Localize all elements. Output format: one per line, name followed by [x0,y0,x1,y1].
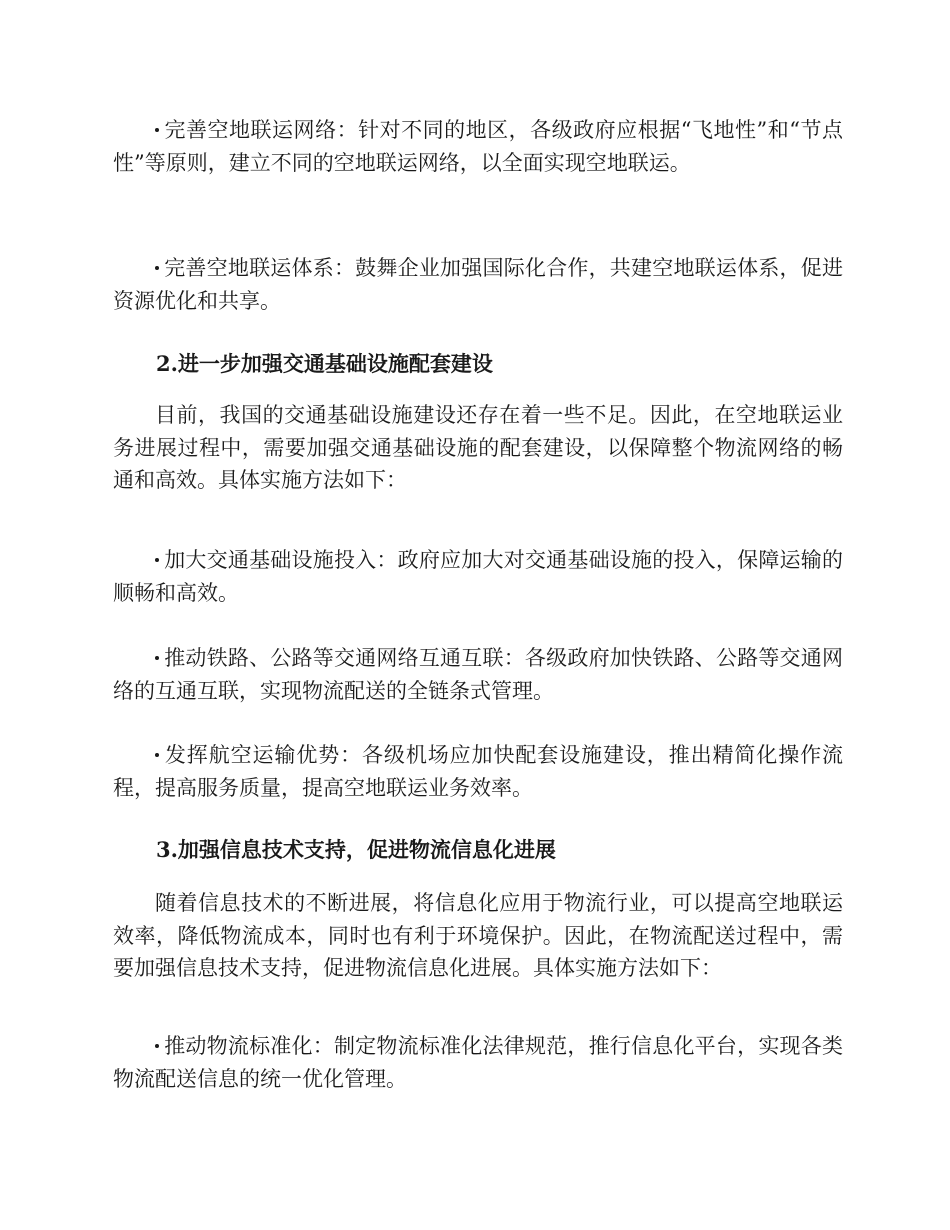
body-paragraph: 目前，我国的交通基础设施建设还存在着一些不足。因此，在空地联运业务进展过程中，需要加强交通基础设施的配套建设，以保障整个物流网络的畅通和高效。具体实施方法如下： [113,403,843,492]
bullet-icon [155,128,159,132]
bullet-icon [155,753,159,757]
bullet-paragraph: 推动物流标准化：制定物流标准化法律规范，推行信息化平台，实现各类物流配送信息的统一优化管理。 [113,1034,843,1091]
bullet-paragraph: 加大交通基础设施投入：政府应加大对交通基础设施的投入，保障运输的顺畅和高效。 [113,548,843,605]
bullet-paragraph: 完善空地联运体系：鼓舞企业加强国际化合作，共建空地联运体系，促进资源优化和共享。 [113,256,843,313]
body-paragraph: 随着信息技术的不断进展，将信息化应用于物流行业，可以提高空地联运效率，降低物流成本，同时也有利于环境保护。因此，在物流配送过程中，需要加强信息技术支持，促进物流信息化进展。具体实施方法如下： [113,891,843,980]
section-heading: 2.进一步加强交通基础设施配套建设 [156,351,493,376]
bullet-paragraph: 发挥航空运输优势：各级机场应加快配套设施建设，推出精简化操作流程，提高服务质量，提高空地联运业务效率。 [113,743,843,800]
bullet-icon [155,656,159,660]
bullet-icon [155,1044,159,1048]
bullet-paragraph: 推动铁路、公路等交通网络互通互联：各级政府加快铁路、公路等交通网络的互通互联，实现物流配送的全链条式管理。 [113,646,843,703]
section-heading: 3.加强信息技术支持，促进物流信息化进展 [156,837,556,862]
bullet-icon [155,558,159,562]
bullet-icon [155,266,159,270]
bullet-paragraph: 完善空地联运网络：针对不同的地区，各级政府应根据“飞地性”和“节点性”等原则，建立不同的空地联运网络，以全面实现空地联运。 [113,118,843,175]
